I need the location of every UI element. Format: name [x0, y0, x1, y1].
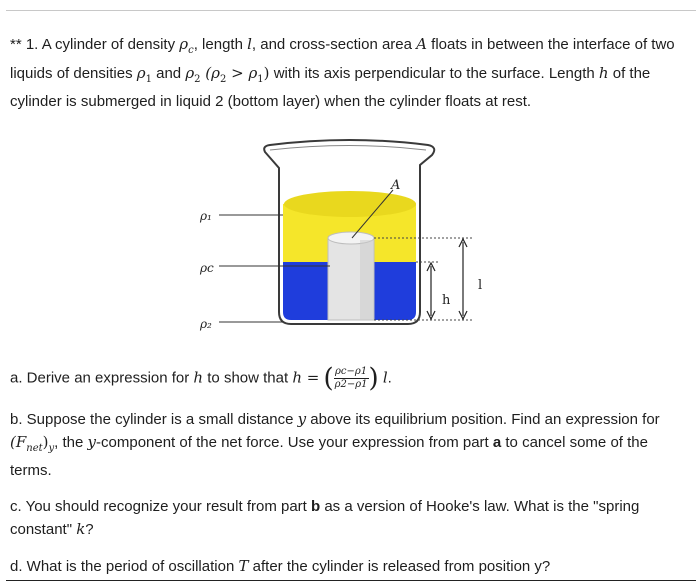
h-label: h: [442, 293, 451, 308]
part-c: c. You should recognize your result from part b as a version of Hooke's law. What is the "spring constant" k?: [10, 498, 640, 538]
rhoc-label: ρc: [200, 261, 214, 275]
rho1-label: ρ₁: [200, 209, 212, 223]
problem-statement: ** 1. A cylinder of density $\rho_c$, length l, and cross-section area A floats in between the interface of two liquids of densities $\rho_1$ and $\rho_2$ $(\rho_2 > \rho_1)$ with its axis perpendicular to the surface. Length h of the cylinder is submerged in liquid 2 (bottom layer) when the cylinder floats at rest.: [10, 35, 675, 110]
rho2-label: ρ₂: [200, 317, 212, 331]
density-fraction: $\frac{\rho c-\rho 1}{\rho 2-\rho 1}$: [334, 366, 368, 390]
part-d: d. What is the period of oscillation T after the cylinder is released from position y?: [10, 557, 551, 575]
cylinder-shadow: [360, 240, 374, 320]
formula-lhs: h =: [292, 368, 320, 387]
liquid-1-surface: [284, 191, 416, 217]
beaker-rim: [270, 146, 426, 151]
area-label: A: [391, 178, 401, 193]
part-a: a. Derive an expression for h to show that h = ( $\frac{\rho c-\rho 1}{\rho 2-\rho 1}$ ) l.: [10, 363, 392, 394]
problem-number: ** 1.: [10, 36, 39, 53]
part-b: b. Suppose the cylinder is a small distance y above its equilibrium position. Find an expression for $(F_{net})_y$, the y-component of the net force. Use your expression from part a to cancel some of the terms.: [10, 410, 660, 479]
l-label: l: [478, 278, 483, 293]
bottom-divider: [6, 580, 696, 581]
